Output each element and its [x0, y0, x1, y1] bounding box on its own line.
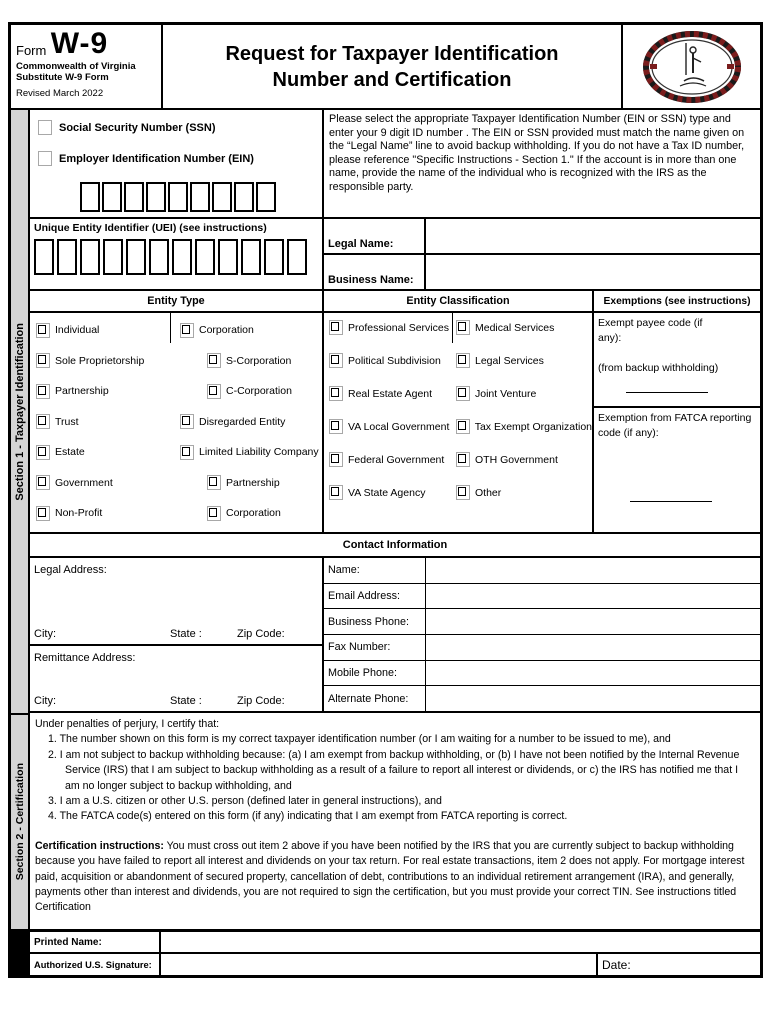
entity-type-option[interactable]	[207, 384, 292, 399]
digit-box[interactable]	[218, 239, 238, 275]
entity-classification-option[interactable]	[329, 419, 456, 434]
entity-type-option[interactable]	[180, 414, 285, 429]
checkbox-icon[interactable]	[207, 353, 221, 368]
checkbox-icon[interactable]	[180, 414, 194, 429]
option-label: Non-Profit	[55, 507, 103, 519]
revision-date: Revised March 2022	[16, 88, 104, 99]
printed-name-input[interactable]	[160, 930, 761, 953]
option-label: Trust	[55, 415, 79, 428]
option-label: Individual	[55, 324, 100, 336]
checkbox-icon[interactable]	[36, 506, 50, 521]
email-input[interactable]	[426, 584, 760, 609]
entity-type-option[interactable]	[207, 353, 291, 368]
digit-box[interactable]	[168, 182, 188, 212]
zip-label: Zip Code:	[237, 628, 285, 640]
entity-type-row	[36, 380, 322, 402]
entity-type-option[interactable]	[207, 506, 281, 521]
exempt-payee-note: (from backup withholding)	[598, 362, 719, 374]
contact-fields	[323, 557, 761, 712]
option-label: Legal Services	[475, 354, 544, 367]
entity-type-row	[36, 502, 322, 524]
fatca-cell	[593, 407, 761, 533]
entity-type-option[interactable]	[36, 475, 172, 490]
option-label: C-Corporation	[226, 385, 292, 397]
digit-box[interactable]	[149, 239, 169, 275]
business-phone-input[interactable]	[426, 609, 760, 634]
ein-label: Employer Identification Number (EIN)	[59, 152, 254, 165]
checkbox-icon[interactable]	[329, 320, 343, 335]
city-label: City:	[34, 628, 56, 640]
option-label: Government	[55, 476, 113, 489]
checkbox-icon[interactable]	[329, 452, 343, 467]
digit-box[interactable]	[80, 182, 100, 212]
option-label: Partnership	[226, 476, 280, 489]
digit-box[interactable]	[234, 182, 254, 212]
entity-type-subdivider	[170, 313, 171, 343]
entity-classification-row	[329, 485, 592, 518]
entity-classification-option[interactable]	[456, 320, 554, 335]
entity-type-option[interactable]	[36, 353, 172, 368]
entity-classification-option[interactable]	[329, 485, 456, 500]
entity-type-row	[36, 472, 322, 494]
ein-option[interactable]	[38, 151, 322, 166]
mobile-phone-input[interactable]	[426, 661, 760, 686]
zip-label: Zip Code:	[237, 695, 285, 707]
option-label: VA Local Government	[348, 420, 450, 433]
entity-classification-option[interactable]	[329, 320, 456, 335]
entity-classification-option[interactable]	[329, 353, 456, 368]
digit-box[interactable]	[212, 182, 232, 212]
contact-row	[324, 686, 760, 711]
digit-box[interactable]	[124, 182, 144, 212]
checkbox-icon[interactable]	[180, 445, 194, 460]
entity-classification-option[interactable]	[329, 386, 456, 401]
entity-type-header: Entity Type	[29, 290, 323, 312]
org-line2: Substitute W-9 Form	[16, 72, 109, 83]
entity-classification-row	[329, 353, 592, 386]
entity-type-row	[36, 411, 322, 433]
option-label: Medical Services	[475, 321, 555, 334]
entity-classification-row	[329, 419, 592, 452]
checkbox-icon[interactable]	[456, 419, 470, 434]
section2-band	[10, 714, 29, 930]
contact-header: Contact Information	[29, 533, 761, 557]
option-label: Tax Exempt Organization	[474, 420, 592, 433]
checkbox-icon[interactable]	[456, 485, 470, 500]
entity-type-row	[36, 350, 322, 372]
contact-field-label: Alternate Phone:	[324, 686, 426, 711]
entity-classification-option[interactable]	[329, 452, 456, 467]
entity-type-option[interactable]	[207, 475, 280, 490]
tin-digit-boxes[interactable]	[80, 182, 322, 212]
option-label: Other	[475, 486, 502, 499]
signature-label: Authorized U.S. Signature:	[29, 953, 160, 976]
certification-instructions-lead: Certification instructions:	[35, 839, 164, 852]
contact-field-label: Fax Number:	[324, 635, 426, 660]
entity-type-body	[29, 312, 323, 533]
fatca-label: Exemption from FATCA reporting code (if any):	[598, 412, 752, 439]
certification-intro: Under penalties of perjury, I certify that:	[35, 718, 220, 730]
uei-boxes[interactable]	[34, 239, 322, 275]
contact-field-label: Email Address:	[324, 584, 426, 609]
signature-band-block	[10, 930, 29, 976]
entity-type-option[interactable]	[180, 323, 254, 338]
entity-type-option[interactable]	[180, 445, 319, 460]
certification-instructions-text: You must cross out item 2 above if you have been notified by the IRS that you are currently subject to backup withholding because you have failed to report all interest and dividends on your tax return. For real estate transactions, item 2 does not apply. For mortgage interest paid, acquisition or abandonment of secured property, cancellation of debt, contributions to an individual retirement arrangement (IRA), and generally, payments other than interest and dividends, you are not required to sign the certification, but you must provide your correct TIN. See instructions titled Certification	[35, 839, 745, 914]
option-label: Sole Proprietorship	[55, 354, 145, 367]
remittance-address-label: Remittance Address:	[34, 652, 136, 664]
checkbox-icon[interactable]	[329, 386, 343, 401]
entity-type-option[interactable]	[36, 506, 172, 521]
entity-classification-subdivider	[452, 313, 453, 343]
section2-band-label: Section 2 - Certification	[13, 763, 26, 881]
certification-item: 4. The FATCA code(s) entered on this form (if any) indicating that I am exempt from FATCA reporting is correct.	[48, 810, 568, 823]
digit-box[interactable]	[264, 239, 284, 275]
name-input[interactable]	[426, 558, 760, 583]
digit-box[interactable]	[172, 239, 192, 275]
contact-field-label: Name:	[324, 558, 426, 583]
entity-type-row	[36, 441, 322, 463]
form-number: W-9	[50, 27, 109, 60]
legal-name-label: Legal Name:	[323, 218, 425, 254]
ssn-label: Social Security Number (SSN)	[59, 121, 216, 134]
form-id-box	[10, 24, 162, 109]
exemptions-header: Exemptions (see instructions)	[593, 290, 761, 312]
printed-name-label: Printed Name:	[29, 930, 160, 953]
title-line-2: Number and Certification	[272, 68, 512, 91]
legal-address-label: Legal Address:	[34, 564, 107, 576]
ssn-option[interactable]	[38, 120, 322, 135]
tin-type-cell	[29, 109, 323, 218]
entity-classification-option[interactable]	[456, 452, 558, 467]
contact-field-label: Mobile Phone:	[324, 661, 426, 686]
tin-instructions: Please select the appropriate Taxpayer Identification Number (EIN or SSN) type and enter your 9 digit ID number . The EIN or SSN provided must match the name given on the “Legal Name” line to avoid backup withholding. If you do not have a Tax ID number, please reference "Specific Instructions - Section 1." If the account is in more than one name, provide the name of the individual who is recognized with the IRS as the responsible party.	[323, 109, 761, 218]
entity-classification-option[interactable]	[456, 353, 544, 368]
checkbox-icon[interactable]	[207, 475, 221, 490]
digit-box[interactable]	[102, 182, 122, 212]
form-frame	[8, 22, 763, 978]
entity-classification-row	[329, 320, 592, 353]
ssn-checkbox[interactable]	[38, 120, 52, 135]
certification-item: 3. I am a U.S. citizen or other U.S. person (defined later in general instructions), and	[48, 795, 442, 808]
digit-box[interactable]	[126, 239, 146, 275]
option-label: Political Subdivision	[348, 354, 441, 367]
option-label: Corporation	[199, 324, 254, 336]
checkbox-icon[interactable]	[456, 353, 470, 368]
entity-classification-header: Entity Classification	[323, 290, 593, 312]
ein-checkbox[interactable]	[38, 151, 52, 166]
option-label: Professional Services	[348, 321, 449, 334]
entity-type-option[interactable]	[36, 445, 172, 460]
entity-classification-row	[329, 386, 592, 419]
digit-box[interactable]	[256, 182, 276, 212]
checkbox-icon[interactable]	[207, 384, 221, 399]
org-line1: Commonwealth of Virginia	[16, 61, 136, 72]
section1-band	[10, 109, 29, 714]
signature-input[interactable]	[160, 953, 597, 976]
option-label: Corporation	[226, 507, 281, 519]
checkbox-icon[interactable]	[329, 353, 343, 368]
alternate-phone-input[interactable]	[426, 686, 760, 711]
option-label: Partnership	[55, 385, 109, 397]
checkbox-icon[interactable]	[180, 323, 194, 338]
legal-name-input[interactable]	[425, 218, 761, 254]
exempt-payee-cell	[593, 312, 761, 407]
form-title	[162, 24, 622, 109]
business-name-label: Business Name:	[323, 254, 425, 290]
uei-cell	[29, 218, 323, 290]
checkbox-icon[interactable]	[36, 414, 50, 429]
option-label: VA State Agency	[348, 486, 426, 499]
seal-box	[622, 24, 761, 109]
digit-box[interactable]	[34, 239, 54, 275]
checkbox-icon[interactable]	[36, 445, 50, 460]
contact-row	[324, 609, 760, 635]
checkbox-icon[interactable]	[36, 384, 50, 399]
entity-type-option[interactable]	[36, 323, 172, 338]
exempt-payee-code-input[interactable]	[626, 392, 708, 393]
checkbox-icon[interactable]	[456, 386, 470, 401]
entity-classification-row	[329, 452, 592, 485]
uei-label: Unique Entity Identifier (UEI) (see instructions)	[34, 222, 267, 234]
entity-type-option[interactable]	[36, 414, 172, 429]
entity-type-option[interactable]	[36, 384, 172, 399]
option-label: Federal Government	[348, 453, 445, 466]
checkbox-icon[interactable]	[207, 506, 221, 521]
remittance-address-cell[interactable]	[29, 645, 323, 712]
digit-box[interactable]	[287, 239, 307, 275]
option-label: Disregarded Entity	[199, 415, 286, 428]
option-label: OTH Government	[475, 453, 558, 466]
form-word: Form	[16, 43, 47, 58]
digit-box[interactable]	[103, 239, 123, 275]
certification-item: 1. The number shown on this form is my correct taxpayer identification number (or I am waiting for a number to be issued to me), and	[48, 733, 671, 746]
date-cell[interactable]	[597, 953, 761, 976]
fatca-code-input[interactable]	[630, 501, 712, 502]
digit-box[interactable]	[57, 239, 77, 275]
checkbox-icon[interactable]	[456, 452, 470, 467]
checkbox-icon[interactable]	[456, 320, 470, 335]
checkbox-icon[interactable]	[329, 485, 343, 500]
checkbox-icon[interactable]	[36, 353, 50, 368]
legal-address-cell[interactable]	[29, 557, 323, 645]
option-label: S-Corporation	[226, 354, 292, 367]
option-label: Limited Liability Company	[199, 446, 319, 458]
contact-row	[324, 558, 760, 584]
entity-classification-option[interactable]	[456, 386, 536, 401]
digit-box[interactable]	[80, 239, 100, 275]
contact-row	[324, 661, 760, 687]
option-label: Real Estate Agent	[348, 387, 433, 400]
digit-box[interactable]	[146, 182, 166, 212]
digit-box[interactable]	[190, 182, 210, 212]
certification-text-cell	[29, 712, 761, 930]
entity-classification-option[interactable]	[456, 419, 592, 434]
contact-row	[324, 635, 760, 661]
virginia-state-seal-icon	[642, 29, 742, 105]
state-label: State :	[170, 628, 202, 640]
exempt-payee-label: Exempt payee code (if any):	[598, 317, 703, 344]
checkbox-icon[interactable]	[36, 475, 50, 490]
date-label: Date:	[602, 957, 631, 972]
option-label: Estate	[55, 446, 85, 458]
certification-item: 2. I am not subject to backup withholding because: (a) I am exempt from backup withholding, or (b) I have not been notified by the Internal Revenue Service (IRS) that I am subject to backup withholding as a result of a failure to report all interest or dividends, or c) the IRS has notified me that I am no longer subject to backup withholding, and	[48, 748, 740, 792]
checkbox-icon[interactable]	[329, 419, 343, 434]
digit-box[interactable]	[195, 239, 215, 275]
entity-type-row	[36, 319, 322, 341]
contact-row	[324, 584, 760, 610]
state-label: State :	[170, 695, 202, 707]
business-name-input[interactable]	[425, 254, 761, 290]
certification-instructions	[35, 839, 752, 916]
title-line-1: Request for Taxpayer Identification	[225, 42, 559, 65]
entity-classification-body	[323, 312, 593, 533]
entity-classification-option[interactable]	[456, 485, 501, 500]
contact-field-label: Business Phone:	[324, 609, 426, 634]
fax-number-input[interactable]	[426, 635, 760, 660]
option-label: Joint Venture	[475, 387, 537, 400]
city-label: City:	[34, 695, 56, 707]
section1-band-label: Section 1 - Taxpayer Identification	[13, 322, 26, 501]
checkbox-icon[interactable]	[36, 323, 50, 338]
digit-box[interactable]	[241, 239, 261, 275]
